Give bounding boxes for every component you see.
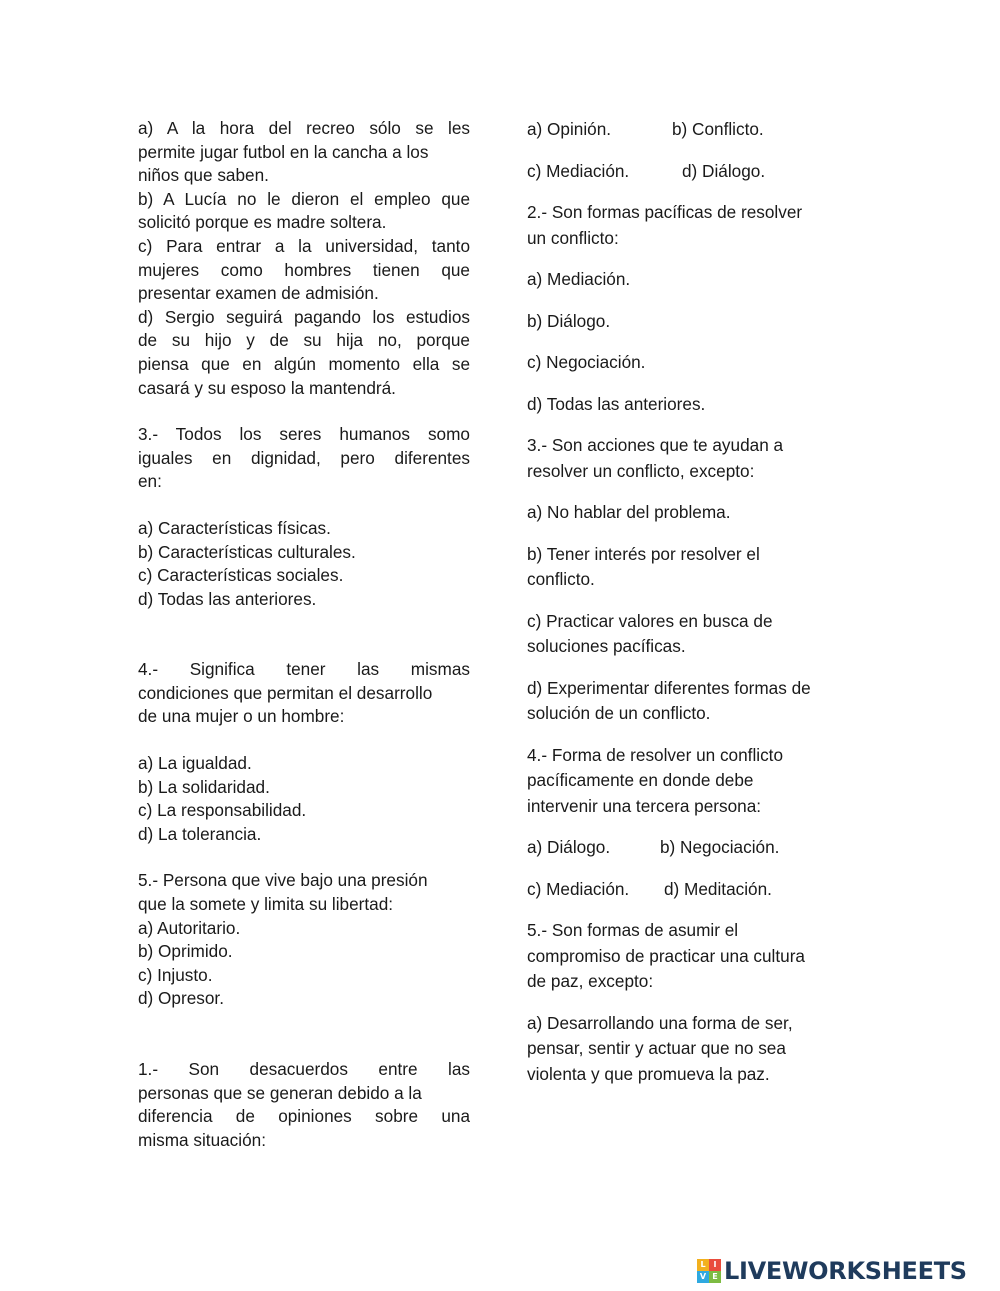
intro-line: presentar examen de admisión. xyxy=(138,283,379,304)
q5r-option-line: a) Desarrollando una forma de ser, xyxy=(527,1012,793,1033)
question-5 xyxy=(138,869,470,1011)
intro-line: d) Sergio seguirá pagando los estudios xyxy=(138,306,470,327)
q4-line: condiciones que permitan el desarrollo xyxy=(138,682,433,703)
q3r-option xyxy=(527,542,867,593)
intro-line: permite jugar futbol en la cancha a los xyxy=(138,141,429,162)
question-2 xyxy=(527,200,867,417)
q4-option: b) La solidaridad. xyxy=(138,776,270,797)
question-1 xyxy=(138,1058,470,1152)
q4r-row1 xyxy=(527,835,867,861)
intro-line: de su hijo y de su hija no, porque xyxy=(138,330,470,351)
q4r-options-row2 xyxy=(527,877,867,903)
q1-option-d: d) Diálogo. xyxy=(682,160,766,181)
q4r-stem-line: pacíficamente en donde debe xyxy=(527,770,754,790)
q4-line: 4.- Significa tener las mismas xyxy=(138,659,470,680)
right-question-4 xyxy=(527,743,867,903)
intro-line: b) A Lucía no le dieron el empleo que xyxy=(138,188,470,209)
q3-spacer xyxy=(138,494,470,517)
logo-icon-cell: I xyxy=(709,1259,721,1271)
q3-line: en: xyxy=(138,471,162,492)
intro-line: mujeres como hombres tienen que xyxy=(138,259,470,280)
q4r-stem xyxy=(527,743,867,820)
q4r-stem-line: intervenir una tercera persona: xyxy=(527,795,762,816)
q2-option-line: a) Mediación. xyxy=(527,269,631,289)
q4r-option: a) Diálogo. xyxy=(527,837,611,857)
q3r-option-line: soluciones pacíficas. xyxy=(527,636,686,656)
question-4 xyxy=(138,658,470,846)
q2-option xyxy=(527,350,867,376)
q5r-stem xyxy=(527,918,867,995)
q2-option-line: c) Negociación. xyxy=(527,352,646,372)
q5r-option xyxy=(527,1011,867,1088)
q3r-option xyxy=(527,609,867,660)
q4r-row2 xyxy=(527,877,867,903)
q3-option: c) Características sociales. xyxy=(138,565,344,586)
q3-line: 3.- Todos los seres humanos somo xyxy=(138,424,470,445)
q1-line: diferencia de opiniones sobre una xyxy=(138,1106,470,1127)
left-column xyxy=(138,117,470,1152)
q4-option: c) La responsabilidad. xyxy=(138,800,307,821)
q3r-option-line: b) Tener interés por resolver el xyxy=(527,543,760,564)
q2-option xyxy=(527,309,867,335)
q1-option-c: c) Mediación. xyxy=(527,160,630,181)
q1-options-row-1 xyxy=(527,117,867,143)
q1-option-b: b) Conflicto. xyxy=(672,119,764,139)
q5-option: b) Oprimido. xyxy=(138,941,233,962)
q5-option: c) Injusto. xyxy=(138,964,213,985)
q5r-stem-line: 5.- Son formas de asumir el xyxy=(527,920,739,940)
right-question-5 xyxy=(527,918,867,1087)
q4r-stem-line: 4.- Forma de resolver un conflicto xyxy=(527,744,784,765)
q5-option: d) Opresor. xyxy=(138,988,224,1009)
q2-option-line: b) Diálogo. xyxy=(527,310,611,331)
q2-stem xyxy=(527,200,867,251)
q3r-option xyxy=(527,500,867,526)
q3r-stem-line: resolver un conflicto, excepto: xyxy=(527,460,755,481)
logo-icon-cell: V xyxy=(697,1271,709,1283)
q5r-stem-line: compromiso de practicar una cultura xyxy=(527,945,805,966)
q3r-option-line: conflicto. xyxy=(527,569,595,589)
q4-option: d) La tolerancia. xyxy=(138,823,262,844)
q4r-option: d) Meditación. xyxy=(664,878,772,899)
logo-grid-icon xyxy=(697,1259,721,1283)
q5r-option-line: pensar, sentir y actuar que no sea xyxy=(527,1038,786,1058)
q2-option xyxy=(527,267,867,293)
logo-text: LIVEWORKSHEETS xyxy=(724,1257,967,1285)
q1-options xyxy=(527,117,867,143)
q3r-stem xyxy=(527,433,867,484)
q4r-options-row1 xyxy=(527,835,867,861)
liveworksheets-logo xyxy=(697,1256,997,1286)
right-column xyxy=(527,117,867,1103)
logo-icon-cell: E xyxy=(709,1271,721,1283)
q3r-stem-line: 3.- Son acciones que te ayudan a xyxy=(527,435,784,455)
q1-options-row-2 xyxy=(527,159,867,185)
q3r-option-line: a) No hablar del problema. xyxy=(527,502,731,522)
q2-stem-line: un conflicto: xyxy=(527,227,619,248)
intro-line: a) A la hora del recreo sólo se les xyxy=(138,118,470,138)
q5r-option-line: violenta y que promueva la paz. xyxy=(527,1063,770,1084)
q4-spacer xyxy=(138,729,470,752)
q1-line: misma situación: xyxy=(138,1129,266,1150)
q-intro-options xyxy=(138,117,470,400)
intro-line: niños que saben. xyxy=(138,165,269,186)
logo-icon-cell: L xyxy=(697,1259,709,1271)
q4-line: de una mujer o un hombre: xyxy=(138,706,345,727)
q1-option-a: a) Opinión. xyxy=(527,119,612,139)
q2-stem-line: 2.- Son formas pacíficas de resolver xyxy=(527,202,803,222)
q4-option: a) La igualdad. xyxy=(138,753,252,774)
intro-line: solicitó porque es madre soltera. xyxy=(138,212,387,233)
intro-line: piensa que en algún momento ella se xyxy=(138,353,470,374)
q2-option-line: d) Todas las anteriores. xyxy=(527,393,706,414)
q3r-option xyxy=(527,676,867,727)
q2-option xyxy=(527,392,867,418)
q5-option: a) Autoritario. xyxy=(138,917,241,938)
q5-line: que la somete y limita su libertad: xyxy=(138,894,394,915)
q3-option: b) Características culturales. xyxy=(138,541,356,562)
q3-option: a) Características físicas. xyxy=(138,517,331,538)
q1-line: personas que se generan debido a la xyxy=(138,1082,422,1103)
q3r-option-line: c) Practicar valores en busca de xyxy=(527,610,773,631)
q5r-stem-line: de paz, excepto: xyxy=(527,971,654,991)
question-3 xyxy=(138,423,470,611)
q3r-option-line: solución de un conflicto. xyxy=(527,703,711,723)
intro-line: c) Para entrar a la universidad, tanto xyxy=(138,235,470,256)
right-question-3 xyxy=(527,433,867,727)
q4r-option: b) Negociación. xyxy=(660,837,780,857)
q3-option: d) Todas las anteriores. xyxy=(138,588,317,609)
intro-line: casará y su esposo la mantendrá. xyxy=(138,377,396,398)
q1-options-2 xyxy=(527,159,867,185)
q4r-option: c) Mediación. xyxy=(527,878,630,899)
q3r-option-line: d) Experimentar diferentes formas de xyxy=(527,677,811,698)
q3-line: iguales en dignidad, pero diferentes xyxy=(138,447,470,468)
q1-line: 1.- Son desacuerdos entre las xyxy=(138,1059,470,1079)
q5-line: 5.- Persona que vive bajo una presión xyxy=(138,870,428,891)
